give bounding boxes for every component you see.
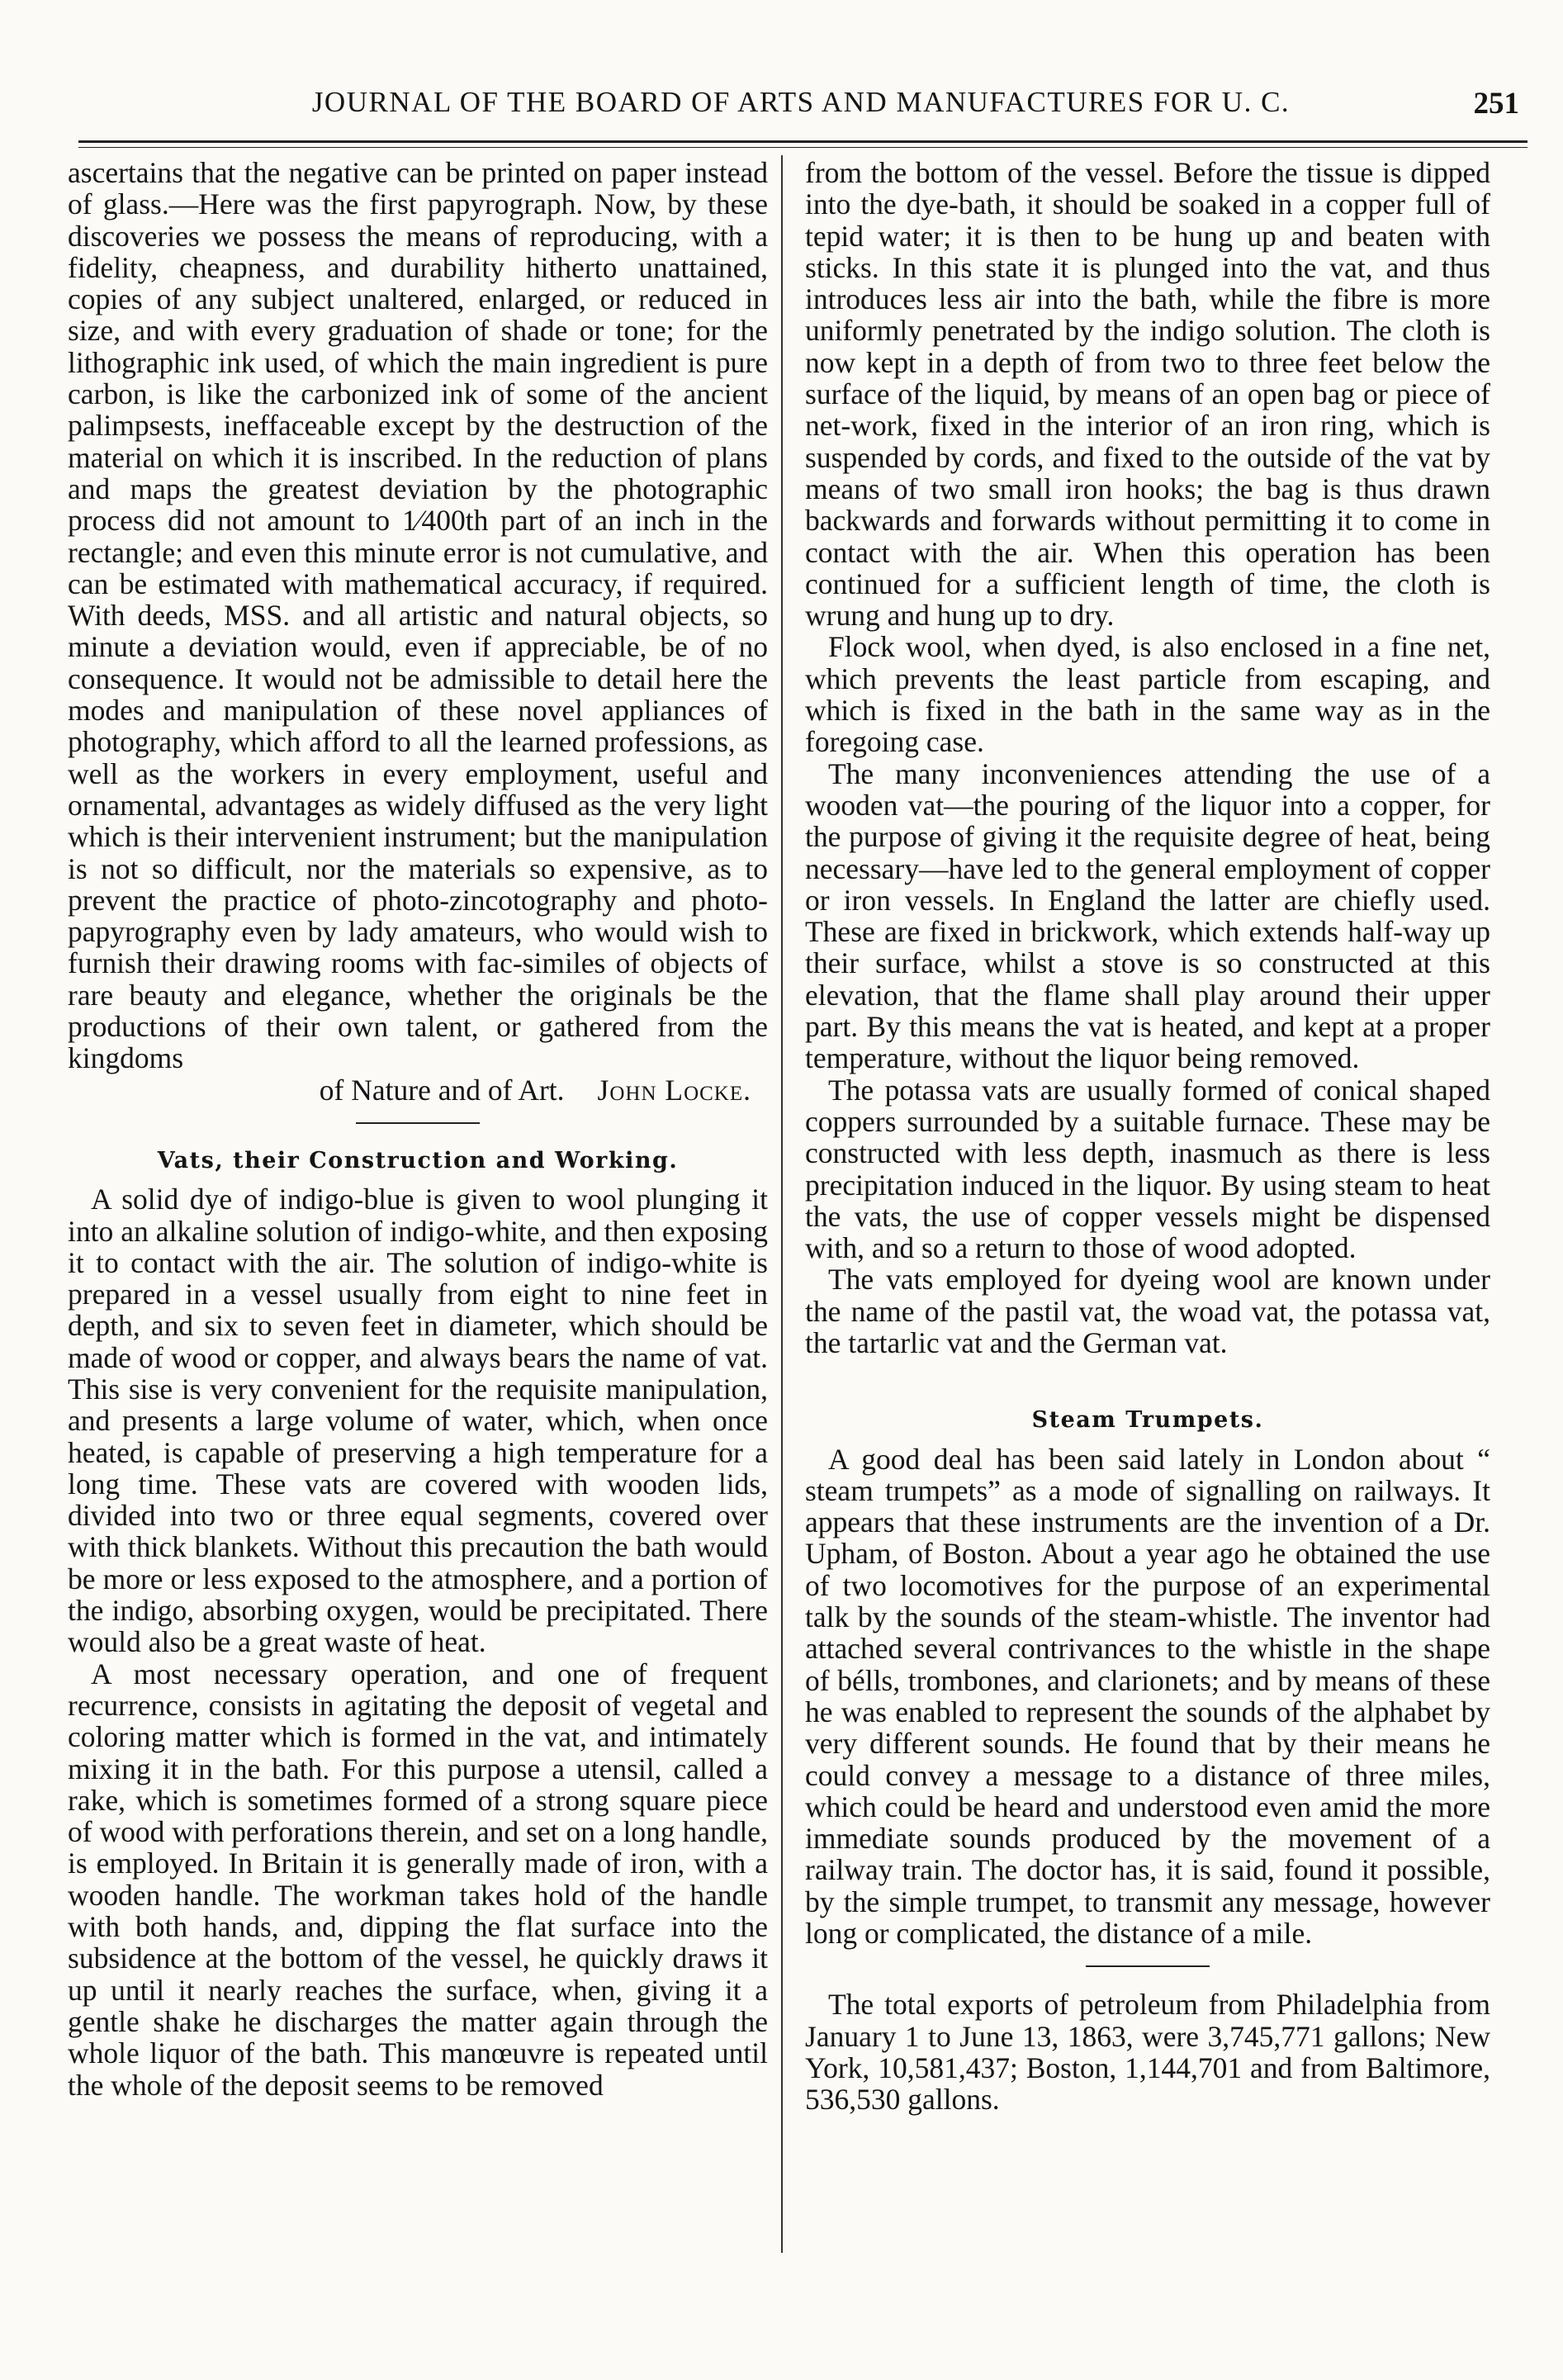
- paragraph: ascertains that the negative can be printed on paper instead of glass.—Here was the first papyrograph. Now, by these discoveries we possess the means of reproducing, with a fidelity, cheapness, and durability hitherto unattained, copies of any subject unaltered, enlarged, or reduced in size, and with every graduation of shade or tone; for the lithographic ink used, of which the main ingredient is pure carbon, is like the carbonized ink of some of the ancient palimpsests, ineffaceable except by the destruction of the material on which it is inscribed. In the reduction of plans and maps the greatest deviation by the photographic process did not amount to 1⁄400th part of an inch in the rectangle; and even this minute error is not cumulative, and can be estimated with mathematical accuracy, if required. With deeds, MSS. and all artistic and natural objects, so minute a deviation would, even if appreciable, be of no consequence. It would not be admissible to detail here the modes and manipulation of these novel appliances of photography, which afford to all the learned professions, as well as the workers in every employment, useful and ornamental, advantages as widely diffused as the very light which is their intervenient instrument; but the manipulation is not so difficult, nor the materials so expensive, as to prevent the practice of photo-zincotography and photo-papyrography even by lady amateurs, who would wish to furnish their drawing rooms with fac-similes of objects of rare beauty and elegance, whether the originals be the productions of their own talent, or gathered from the kingdoms: [68, 156, 768, 1075]
- closing-text: of Nature and of Art.: [319, 1073, 565, 1107]
- section-divider: [356, 1122, 480, 1124]
- paragraph: A most necessary operation, and one of frequent recurrence, consists in agitating the deposit of vegetal and coloring matter which is formed in the vat, and intimately mixing it in the bath. For this purpose a utensil, called a rake, which is sometimes formed of a strong square piece of wood with perforations therein, and set on a long handle, is employed. In Britain it is generally made of iron, with a wooden handle. The workman takes hold of the handle with both hands, and, dipping the flat surface into the subsidence at the bottom of the vessel, he quickly draws it up until it nearly reaches the surface, when, giving it a gentle shake he discharges the matter again through the whole liquor of the bath. This manœuvre is repeated until the whole of the deposit seems to be removed: [68, 1657, 768, 2102]
- paragraph: The many inconveniences attending the use of a wooden vat—the pouring of the liquor into a copper, for the purpose of giving it the requisite degree of heat, being necessary—have led to the general employment of copper or iron vessels. In England the latter are chiefly used. These are fixed in brickwork, which extends half-way up their surface, whilst a stove is so constructed at this elevation, that the flame shall play around their upper part. By this means the vat is heated, and kept at a proper temperature, without the liquor being removed.: [805, 756, 1490, 1075]
- paragraph: The total exports of petroleum from Philadelphia from January 1 to June 13, 1863, were 3,745,771 gallons; New York, 10,581,437; Boston, 1,144,701 and from Baltimore, 536,530 gallons.: [805, 1988, 1490, 2117]
- author-signature: John Locke.: [597, 1073, 751, 1107]
- article-closing: [68, 1074, 768, 1106]
- header-rule: [78, 140, 1527, 143]
- paragraph: The vats employed for dyeing wool are known under the name of the pastil vat, the woad vat, the potassa vat, the tartarlic vat and the German vat.: [805, 1263, 1490, 1359]
- section-divider: [1086, 1965, 1210, 1967]
- paragraph: A good deal has been said lately in London about “ steam trumpets” as a mode of signalling on railways. It appears that these instruments are the invention of a Dr. Upham, of Boston. About a year ago he obtained the use of two locomotives for the purpose of an experimental talk by the sounds of the steam-whistle. The inventor had attached several contrivances to the whistle in the shape of bélls, trombones, and clarionets; and by means of these he was enabled to represent the sounds of the alphabet by very different sounds. He found that by their means he could convey a message to a distance of three miles, which could be heard and understood even amid the more immediate sounds produced by the movement of a railway train. The doctor has, it is said, found it possible, by the simple trumpet, to transmit any message, however long or complicated, the distance of a mile.: [805, 1442, 1490, 1951]
- header-rule-thin: [78, 147, 1527, 148]
- spacer: [805, 1358, 1490, 1383]
- running-head: JOURNAL OF THE BOARD OF ARTS AND MANUFACTURES FOR U. C.: [311, 86, 1291, 118]
- paragraph: The potassa vats are usually formed of conical shaped coppers surrounded by a suitable furnace. These may be constructed with less depth, inasmuch as there is less precipitation induced in the liquor. By using steam to heat the vats, the use of copper vessels might be dispensed with, and so a return to those of wood adopted.: [805, 1073, 1490, 1265]
- section-heading: Steam Trumpets.: [1031, 1407, 1264, 1434]
- paragraph: A solid dye of indigo-blue is given to wool plunging it into an alkaline solution of indigo-white, and then exposing it to contact with the air. The solution of indigo-white is prepared in a vessel usually from eight to nine feet in depth, and six to seven feet in diameter, which should be made of wood or copper, and always bears the name of vat. This sise is very convenient for the requisite manipulation, and presents a large volume of water, which, when once heated, is capable of preserving a high temperature for a long time. These vats are covered with wooden lids, divided into two or three equal segments, covered over with thick blankets. Without this precaution the bath would be more or less exposed to the atmosphere, and a portion of the indigo, absorbing oxygen, would be precipitated. There would also be a great waste of heat.: [68, 1183, 768, 1659]
- page-header: [50, 86, 1519, 135]
- section-heading: Vats, their Construction and Working.: [157, 1147, 679, 1173]
- right-column: [805, 157, 1490, 2116]
- left-column: [68, 157, 768, 2101]
- paragraph: Flock wool, when dyed, is also enclosed in a fine net, which prevents the least particle from escaping, and which is fixed in the bath in the same way as in the foregoing case.: [805, 630, 1490, 759]
- column-divider: [781, 155, 783, 2253]
- paragraph: from the bottom of the vessel. Before the tissue is dipped into the dye-bath, it should be soaked in a copper full of tepid water; it is then to be hung up and beaten with sticks. In this state it is plunged into the vat, and thus introduces less air into the bath, while the fibre is more uniformly penetrated by the indigo solution. The cloth is now kept in a depth of from two to three feet below the surface of the liquid, by means of an open bag or piece of net-work, fixed in the interior of an iron ring, which is suspended by cords, and fixed to the outside of the vat by means of two small iron hooks; the bag is thus drawn backwards and forwards without permitting it to come in contact with the air. When this operation has been continued for a sufficient length of time, the cloth is wrung and hung up to dry.: [805, 156, 1490, 633]
- page-number: 251: [1473, 87, 1519, 121]
